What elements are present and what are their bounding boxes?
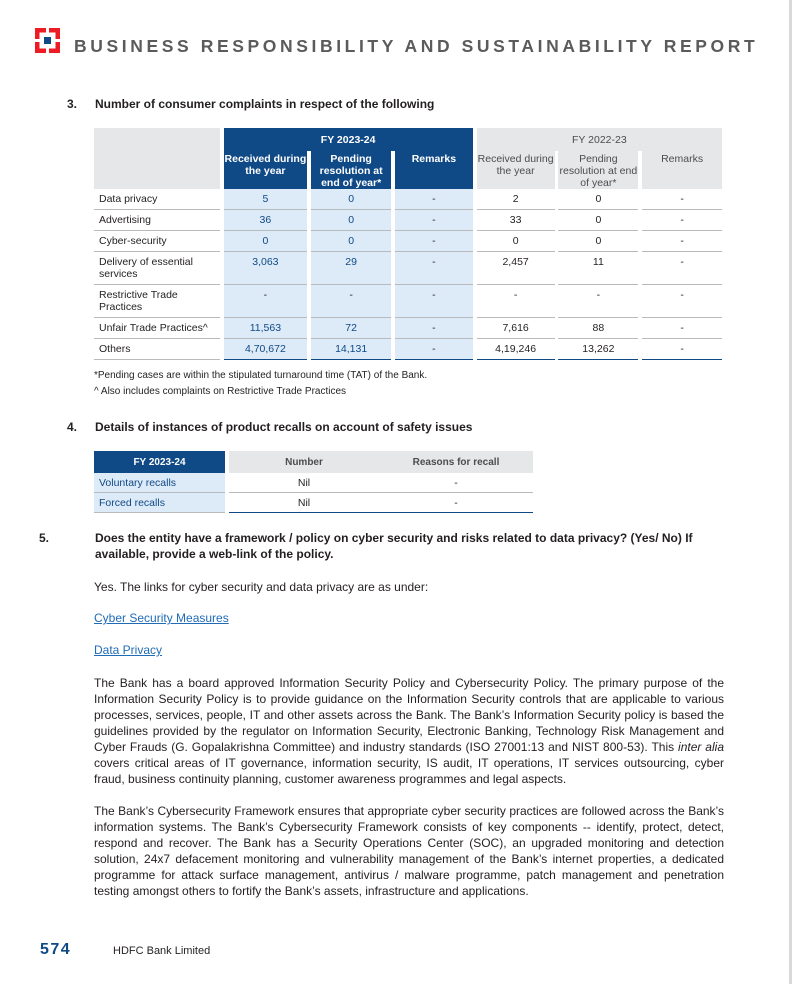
fy-previous-header: FY 2022-23 bbox=[477, 128, 722, 151]
col-remarks-previous: Remarks bbox=[642, 151, 722, 189]
table-row: Advertising 36 0 - 33 0 - bbox=[94, 210, 722, 231]
report-title: BUSINESS RESPONSIBILITY AND SUSTAINABILITY REPORT bbox=[74, 36, 759, 56]
col-pending-current: Pending resolution at end of year* bbox=[311, 151, 391, 189]
col-pending-previous: Pending resolution at end of year* bbox=[559, 153, 638, 189]
table-row: Cyber-security 0 0 - 0 0 - bbox=[94, 231, 722, 252]
col-remarks-current: Remarks bbox=[395, 151, 473, 189]
col-fy: FY 2023-24 bbox=[94, 451, 225, 473]
footnote-restrictive: ^ Also includes complaints on Restrictive Trade Practices bbox=[94, 386, 347, 397]
section-3-heading: 3. Number of consumer complaints in respect of the following bbox=[67, 97, 435, 111]
fy-current-header: FY 2023-24 bbox=[224, 128, 473, 151]
footnote-pending: *Pending cases are within the stipulated turnaround time (TAT) of the Bank. bbox=[94, 370, 428, 381]
product-recalls-table bbox=[94, 451, 533, 513]
col-reasons: Reasons for recall bbox=[379, 451, 533, 473]
table-corner bbox=[94, 128, 220, 189]
table-row: Others 4,70,672 14,131 - 4,19,246 13,262 - bbox=[94, 339, 722, 360]
section-4-heading: 4. Details of instances of product recalls on account of safety issues bbox=[67, 420, 473, 434]
table-row: Unfair Trade Practices^ 11,563 72 - 7,616 88 - bbox=[94, 318, 722, 339]
company-name: HDFC Bank Limited bbox=[113, 945, 211, 957]
table-row: Data privacy 5 0 - 2 0 - bbox=[94, 189, 722, 210]
table-row: Restrictive Trade Practices - - - - - - bbox=[94, 285, 722, 318]
col-received-current: Received during the year bbox=[224, 151, 308, 189]
section-5-intro: Yes. The links for cyber security and data privacy are as under: bbox=[94, 580, 429, 594]
data-privacy-link[interactable]: Data Privacy bbox=[94, 643, 163, 657]
hdfc-logo-icon bbox=[35, 28, 60, 53]
col-received-previous: Received during the year bbox=[477, 151, 555, 189]
page-number: 574 bbox=[40, 941, 72, 958]
cyber-security-measures-link[interactable]: Cyber Security Measures bbox=[94, 611, 229, 625]
table-row: Delivery of essential services 3,063 29 - 2,457 11 - bbox=[94, 252, 722, 285]
table-row: Voluntary recalls Nil - bbox=[94, 473, 533, 493]
paragraph-information-security: The Bank has a board approved Information Security Policy and Cybersecurity Policy. The primary purpose of the Information Security Policy is to provide guidance on the Information Security controls that are applicable to various processes, services, people, IT and other assets across the Bank. The Bank’s Information Security policy is based the guidelines provided by the regulator on Information Security, Electronic Banking, Technology Risk Management and Cyber Frauds (G. Gopalakrishna Committee) and industry standards (ISO 27001:13 and NIST 800-53). This inter alia covers critical areas of IT governance, information security, IS audit, IT operations, IT services outsourcing, cyber fraud, business continuity planning, customer awareness programmes and legal aspects. bbox=[94, 676, 724, 786]
col-number: Number bbox=[229, 451, 379, 473]
paragraph-cybersecurity-framework: The Bank’s Cybersecurity Framework ensures that appropriate cyber security practices are followed across the Bank’s information systems. The Bank’s Cybersecurity Framework consists of key components -- identify, protect, detect, respond and recover. The Bank has a Security Operations Center (SOC), an upgraded monitoring and detection solution, 24x7 defacement monitoring and vulnerability management of the Bank’s internet properties, a dedicated programme for attack surface management, antivirus / malware programme, patch management and penetration testing amongst others to fortify the Bank’s assets, infrastructure and applications. bbox=[94, 804, 724, 898]
section-5-heading: 5. Does the entity have a framework / policy on cyber security and risks related to data privacy? (Yes/ No) If available, provide a web-link of the policy. bbox=[39, 531, 693, 561]
table-row: Forced recalls Nil - bbox=[94, 493, 533, 513]
consumer-complaints-table bbox=[94, 128, 722, 360]
